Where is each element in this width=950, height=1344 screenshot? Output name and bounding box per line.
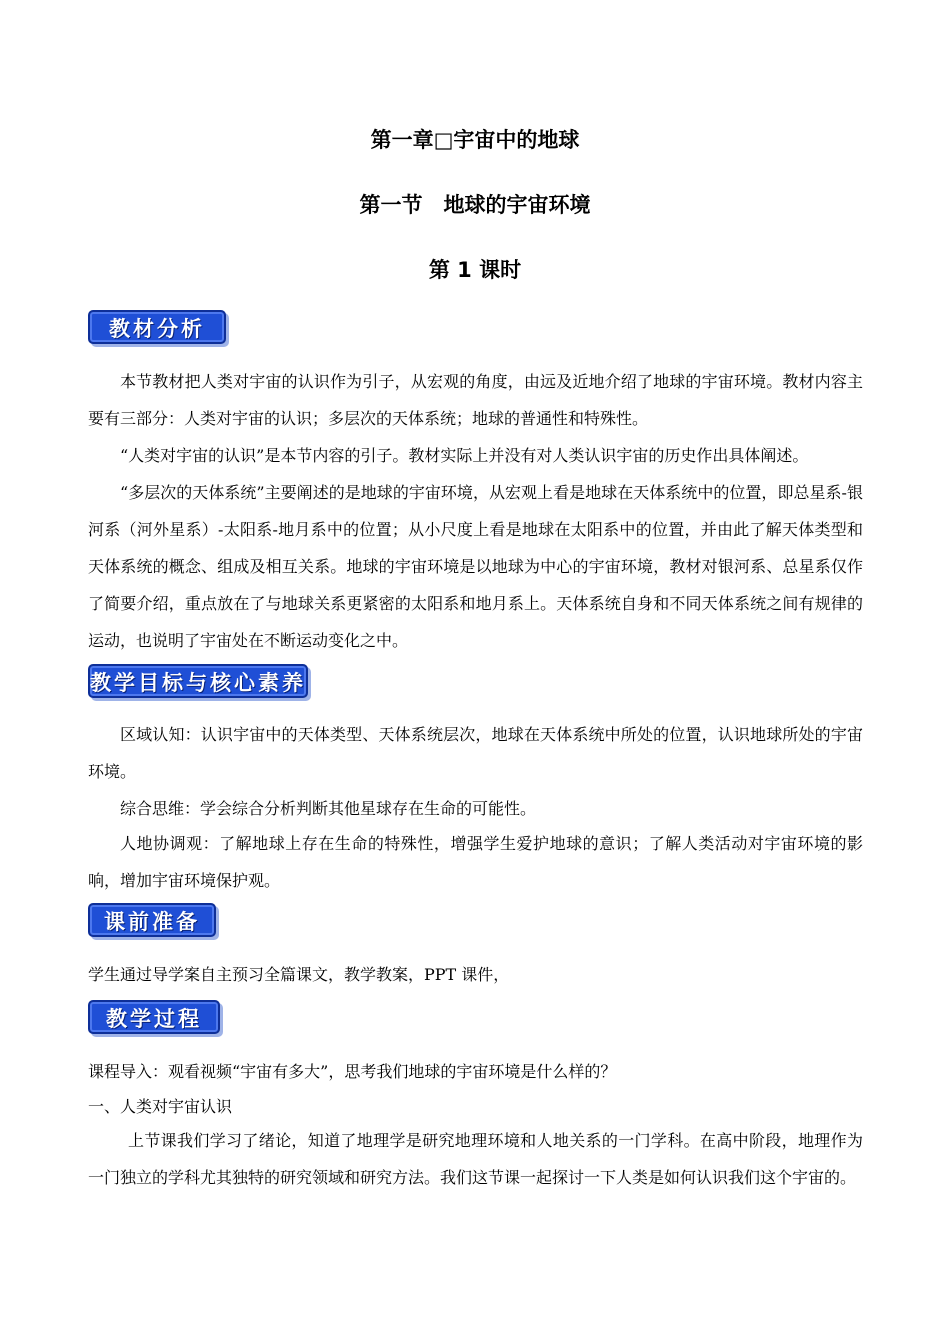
analysis-paragraph-2: “人类对宇宙的认识”是本节内容的引子。教材实际上并没有对人类认识宇宙的历史作出具体阐述。 [120,446,809,465]
goals-paragraph-2: 综合思维：学会综合分析判断其他星球存在生命的可能性。 [120,799,537,818]
analysis-paragraph-3: “多层次的天体系统”主要阐述的是地球的宇宙环境，从宏观上看是地球在天体系统中的位置，即总星系-银河系（河外星系）-太阳系-地月系中的位置；从小尺度上看是地球在太阳系中的位置，并由此了解天体类型和天体系统的概念、组成及相互关系。地球的宇宙环境是以地球为中心的宇宙环境，教材对银河系、总星系仅作了简要介绍，重点放在了与地球关系更紧密的太阳系和地月系上。天体系统自身和不同天体系统之间有规律的运动，也说明了宇宙处在不断运动变化之中。 [88,483,863,650]
section-title: 第一节 地球的宇宙环境 [359,193,591,217]
goals-paragraph-3: 人地协调观：了解地球上存在生命的特殊性，增强学生爱护地球的意识；了解人类活动对宇宙环境的影响，增加宇宙环境保护观。 [88,834,863,890]
analysis-badge: 教材分析 [88,310,226,344]
goals-badge: 教学目标与核心素养 [88,664,308,698]
lesson-title: 第 1 课时 [428,258,522,282]
process-intro: 课程导入：观看视频“宇宙有多大”，思考我们地球的宇宙环境是什么样的？ [88,1062,617,1081]
analysis-paragraph-1: 本节教材把人类对宇宙的认识作为引子，从宏观的角度，由远及近地介绍了地球的宇宙环境。教材内容主要有三部分：人类对宇宙的认识；多层次的天体系统；地球的普通性和特殊性。 [88,372,863,428]
process-heading-1: 一、人类对宇宙认识 [88,1097,233,1116]
process-badge: 教学过程 [88,1000,220,1034]
prep-badge: 课前准备 [88,903,216,937]
goals-paragraph-1: 区域认知：认识宇宙中的天体类型、天体系统层次，地球在天体系统中所处的位置，认识地球所处的宇宙环境。 [88,725,863,781]
chapter-title: 第一章□宇宙中的地球 [370,128,580,152]
prep-paragraph: 学生通过导学案自主预习全篇课文，教学教案，PPT 课件， [88,965,510,984]
process-paragraph-1: 上节课我们学习了绪论，知道了地理学是研究地理环境和人地关系的一门学科。在高中阶段，地理作为一门独立的学科尤其独特的研究领域和研究方法。我们这节课一起探讨一下人类是如何认识我们这个宇宙的。 [88,1131,863,1187]
